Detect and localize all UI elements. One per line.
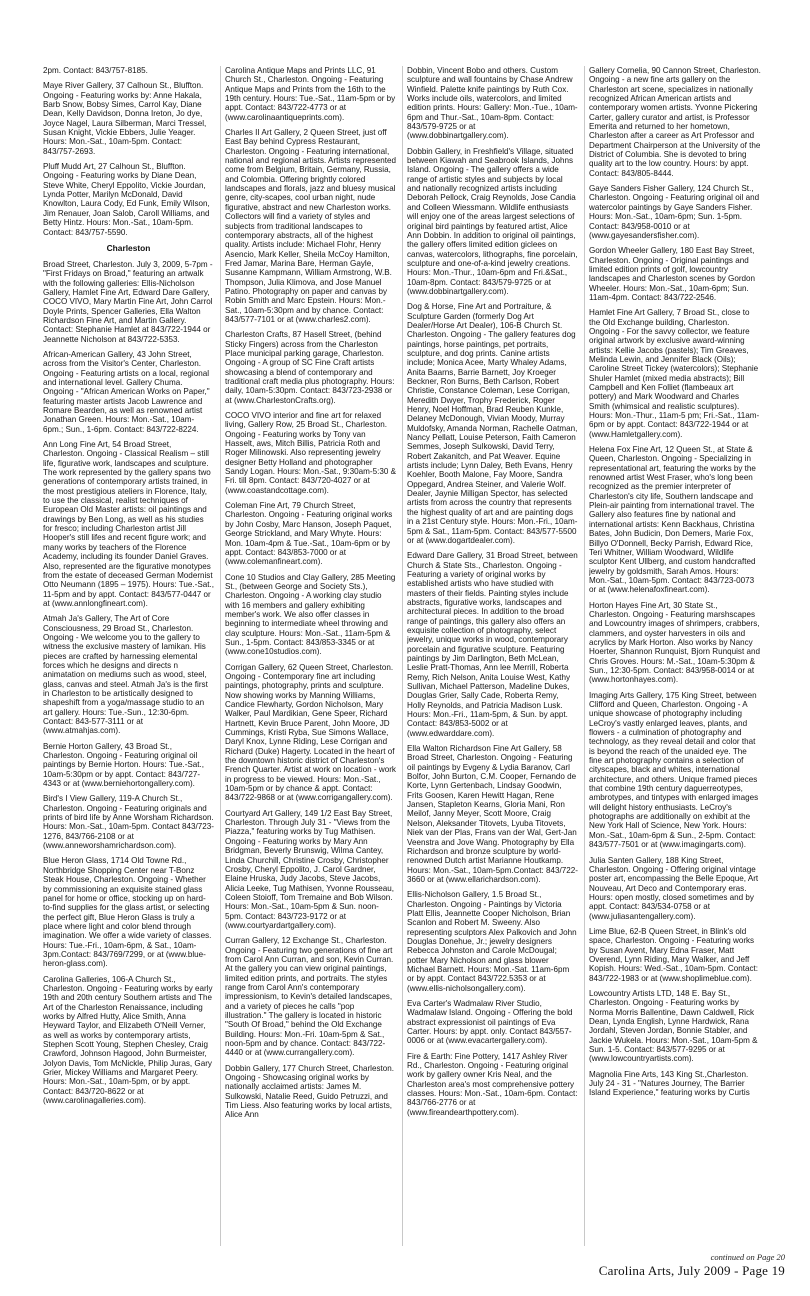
gallery-listing: Dog & Horse, Fine Art and Portraiture, & Sculpture Garden (formerly Dog Art Dealer/Horse Art Dealer), 106-B Church St. Charleston. Ongoing - The gallery features dog paintings, horse paintings, pet portraits, sculpture, and dog prints. Canine artists include; Monica Acee, Marty Whaley Adams, Anita Baarns, Barrie Barnett, Joy Kroeger Beckner, Ron Burns, Beth Carlson, Robert Christie, Constance Coleman, Lese Corrigan, Meredith Dwyer, Trophy Frederick, Roger Henry, Noel Hoffman, Brad Reuben Kunkle, Delaney McDonough, Vivian Moody, Murray Muldofsky, Amanda Norman, Rachelle Oatman, Nancy Pellatt, Louise Peterson, Faith Cameron Semmes, Joseph Sulkowski, David Terry, Robert Zakanitch, and Pat Weaver. Equine artists include; Lynn Daley, Beth Evans, Henry Koehler, Booth Malone, Fay Moore, Sandra Oppegard, Andrea Steiner, and Valerie Wolf. Dealer, Jaynie Milligan Spector, has selected artists from across the country that represents the highest quality of art and are painting dogs in a 21st Century style. Hours: Mon.-Fri., 10am-5pm & Sat., 11am-5pm. Contact: 843/577-5500 or at (www.dogartdealer.com). bbox=[407, 302, 578, 545]
gallery-listing: Fire & Earth: Fine Pottery, 1417 Ashley River Rd., Charleston. Ongoing - Featuring original work by gallery owner Kris Neal, and the Charleston area's most comprehensive pottery classes. Hours: Mon.-Sat., 10am-6pm. Contact: 843/766-2776 or at (www.fireandearthpottery.com). bbox=[407, 1051, 578, 1117]
page-footer: Carolina Arts, July 2009 - Page 19 bbox=[598, 1263, 785, 1278]
gallery-listing: Ella Walton Richardson Fine Art Gallery, 58 Broad Street, Charleston. Ongoing - Featuring oil paintings by Evgeny & Lydia Baranov, Carl Bolfor, John Burton, C.M. Cooper, Fernando de Korte, Lynn Gertenbach, Lindsay Goodwin, Frits Goosen, Karen Hewitt Hagan, Rene Jansen, Stapleton Kearns, Gloria Mani, Ron Meilof, Janny Meyer, Scott Moore, Craig Nelson, Aleksander Titovets, Lyuba Titovets, Niek van der Plas, Frans van der Wal, Gert-Jan Veenstra and Jove Wang. Photography by Ella Richardson and bronze sculpture by world-renowned Dutch artist Marianne Houtkamp. Hours: Mon.-Sat., 10am-5pm.Contact: 843/722-3660 or at (www.ellarichardson.com). bbox=[407, 744, 578, 884]
gallery-listing: Eva Carter's Wadmalaw River Studio, Wadmalaw Island. Ongoing - Offering the bold abstract expressionist oil paintings of Eva Carter. Hours: by appt. only. Contact 843/557-0006 or at (www.evacartergallery.com). bbox=[407, 999, 573, 1046]
gallery-listing: Ellis-Nicholson Gallery, 1.5 Broad St., Charleston. Ongoing - Paintings by Victoria Platt Ellis, Jeannette Cooper Nicholson, Brian Scanlon and Robert M. Sweeny. Also representing sculptors Alex Palkovich and John Douglas Donehue, Jr.; jewelry designers Rebecca Johnston and Carole McDougal; potter Mary Nicholson and glass blower Michael Barnett. Hours: Mon.-Sat. 11am-6pm or by appt. Contact 843/722.5353 or at (www.ellis-nicholsongallery.com). bbox=[407, 890, 577, 993]
gallery-listing: Gallery Cornelia, 90 Cannon Street, Charleston. Ongoing - a new fine arts gallery on the Charleston art scene, specializes in nationally recognized African American artists and contemporary women artists. Yvonne Pickering Carter, gallery curator and artist, is Professor Emerita and returned to her hometown, Charleston after a career as Art Professor and Department Chairperson at the University of the District of Columbia. She is devoted to bring quality art to the low country. Hours: by appt. Contact: 843/805-8444. bbox=[589, 66, 761, 178]
gallery-listing: Blue Heron Glass, 1714 Old Towne Rd., Northbridge Shopping Center near T-Bonz Steak House, Charleston. Ongoing - Whether by commissioning an exquisite stained glass panel for home or office, stocking up on hard-to-find supplies for the glass artist, or selecting the perfect gift, Blue Heron Glass is truly a place where light and color blend through imagination. We offer a wide variety of classes. Hours: Tue.-Fri., 10am-6pm, & Sat., 10am-3pm.Contact: 843/769/7299, or at (www.blue-heron-glass.com). bbox=[43, 856, 212, 969]
newspaper-page bbox=[43, 66, 785, 1278]
gallery-listing: Corrigan Gallery, 62 Queen Street, Charleston. Ongoing - Contemporary fine art including paintings, photography, prints and sculpture. Now showing works by Manning Williams, Candice Flewharty, Gordon Nicholson, Mary Walker, Paul Mardikian, Gene Speer, Richard Hartnett, Kevin Bruce Parent, John Moore, JD Cummings, Kristi Ryba, Sue Simons Wallace, Daryl Knox, Lynne Riding, Lese Corrigan and Richard (Duke) Hagerty. Located in the heart of the downtown historic district of Charleston's French Quarter. Artist at work on location - work in progress to be viewed. Hours: Mon.-Sat., 10am-5pm or by chance & appt. Contact: 843/722-9868 or at (www.corrigangallery.com). bbox=[225, 662, 396, 803]
gallery-listing: Dobbin Gallery, in Freshfield's Village, situated between Kiawah and Seabrook Islands, Johns Island. Ongoing - The gallery offers a wide range of artistic styles and subjects by local and nationally recognized artists including Deborah Pellock, Craig Reynolds, Jose Candia and Colleen Wiessmann. Wildlife enthusiasts will enjoy one of the areas largest selections of original bird paintings by featured artist, Alice Ann Dobbin. In addition to original oil paintings, the gallery offers limited edition giclees on canvas, watercolors, lithographs, fine porcelain, sculpture and one-of-a-kind jewelry creations. Hours: Mon.-Thur., 10am-6pm and Fri.&Sat., 10am-8pm. Contact: 843/579-9725 or at (www.dobbinartgallery.com). bbox=[407, 146, 578, 296]
gallery-listing: Coleman Fine Art, 79 Church Street, Charleston. Ongoing - Featuring original works by John Cosby, Marc Hanson, Joseph Paquet, George Strickland, and Mary Whyte. Hours: Mon. 10am-4pm & Tue.-Sat., 10am-6pm or by appt. Contact: 843/853-7000 or at (www.colemanfineart.com). bbox=[225, 501, 393, 567]
gallery-listing: Broad Street, Charleston. July 3, 2009, 5-7pm - "First Fridays on Broad," featuring an artwalk with the following galleries: Ellis-Nicholson Gallery, Hamlet Fine Art, Edward Dare Gallery, COCO VIVO, Mary Martin Fine Art, John Carrol Doyle Prints, Spencer Galleries, Ella Walton Richardson Fine Art, and Martin Gallery. Contact: Stephanie Hamlet at 843/722-1944 or Jeannette Nicholson at 843/722-5353. bbox=[43, 259, 213, 344]
gallery-listing: Ann Long Fine Art, 54 Broad Street, Charleston. Ongoing - Classical Realism – still life, figurative work, landscapes and sculpture. The work represented by the gallery spans two generations of contemporary artists trained, in the most prestigious ateliers in Florence, Italy, to use the classical, realist techniques of European Old Master artists: oil paintings and drawings by Ben Long, as well as his studies for fresco; including Charleston artist Jill Hooper's still lifes and recent figure work; and many works by teachers of the Florence Academy, including its founder Daniel Graves. Also, represented are the figurative monotypes from the estate of deceased German Modernist Otto Neumann (1895 – 1975). Hours: Tue.-Sat., 11-5pm and by appt. Contact: 843/577-0447 or at (www.annlongfineart.com). bbox=[43, 440, 214, 608]
continued-note: continued on Page 20 bbox=[710, 1252, 785, 1262]
gallery-listing: Dobbin, Vincent Bobo and others. Custom sculpture and wall fountains by Chase Andrew Winfield. Palette knife paintings by Ruth Cox. Works include oils, watercolors, and limited edition prints. Hours: Gallery: Mon.-Tue., 10am-6pm and Thur.-Sat., 10am-8pm. Contact: 843/579-9725 or at (www.dobbinartgallery.com). bbox=[407, 66, 578, 141]
section-heading: Charleston bbox=[106, 242, 151, 253]
column-3 bbox=[407, 66, 585, 1246]
gallery-listing: Carolina Galleries, 106-A Church St., Charleston. Ongoing - Featuring works by early 19th and 20th century Southern artists and The Art of the Charleston Renaissance, including works by Alfred Hutty, Alice Smith, Anna Heyward Taylor, and Elizabeth O'Neill Verner, as well as works by contemporary artists, Stephen Scott Young, Stephen Chesley, Craig Crawford, Johnson Hagood, John Burmeister, Jolyon Davis, Tom McNickle, Philip Juras, Gary Grier, Mickey Williams and Margaret Peery. Hours: Mon.-Sat., 10am-5pm, or by appt. Contact: 843/720-8622 or at (www.carolinagalleries.com). bbox=[43, 974, 213, 1106]
gallery-listing: Lime Blue, 62-B Queen Street, in Blink's old space, Charleston. Ongoing - Featuring works by Susan Avent, Mary Edna Fraser, Matt Overend, Lynn Riding, Mary Walker, and Jeff Kopish. Hours: Wed.-Sat., 10am-5pm. Contact: 843/722-1983 or at (www.shoplimeblue.com). bbox=[589, 926, 758, 983]
gallery-listing: Bird's I View Gallery, 119-A Church St., Charleston. Ongoing - Featuring originals and prints of bird life by Anne Worsham Richardson. Hours: Mon.-Sat., 10am-5pm. Contact 843/723-1276, 843/766-2108 or at (www.anneworshamrichardson.com). bbox=[43, 794, 214, 851]
gallery-listing: Hamlet Fine Art Gallery, 7 Broad St., close to the Old Exchange building, Charleston. Ongoing - For the savvy collector, we feature original artwork by exclusive award-winning artists: Kellie Jacobs (pastels); Tim Greaves, Melinda Lewin, and Jennifer Black (Oils); Caroline Street Tickey (watercolors); Stephanie Shuler Hamlet (mixed media abstracts); Bill Campbell and Ken Folliet (flambeaux art pottery) and Mark Woodward and Charles Smith (whimsical and realistic sculptures). Hours: Mon.-Thur., 11am-5 pm; Fri.-Sat., 11am-6pm or by appt. Contact: 843/722-1944 or at (www.Hamletgallery.com). bbox=[589, 308, 760, 439]
gallery-listing: Helena Fox Fine Art, 12 Queen St., at State & Queen, Charleston. Ongoing - Specializing in representational art, featuring the works by the renowned artist West Fraser, who's long been recognized as the premier interpreter of Charleston's city life, Southern landscape and Plein-air painting from international travel. The Gallery also features fine by national and international artists: Kenn Backhaus, Christina Bates, John Budicin, Don Demers, Marie Fox, Billyo O'Donnell, Becky Parrish, Edward Rice, Teri Whitner, William Woodward, Wildlife sculptor Kent Ullberg, and custom handcrafted jewelry by goldsmith, Sarah Amos. Hours: Mon.-Sat., 10am-5pm. Contact: 843/723-0073 or at (www.helenafoxfineart.com). bbox=[589, 445, 756, 595]
gallery-listing: Charleston Crafts, 87 Hasell Street, (behind Sticky Fingers) across from the Charleston Place municipal parking garage, Charleston. Ongoing - A group of SC Fine Craft artists showcasing a blend of contemporary and traditional craft media plus photography. Hours: daily, 10am-5:30pm. Contact: 843/723-2938 or at (www.CharlestonCrafts.org). bbox=[225, 330, 395, 405]
gallery-listing: Atmah Ja's Gallery, The Art of Core Consciousness, 29 Broad St., Charleston. Ongoing - We welcome you to the gallery to witness the exclusive mastery of Iamikan. His pieces are crafted by harnessing elemental forces which he designs and directs n animatation on mediums such as wood, steel, glass, canvas and steel. Atmah Ja's is the first in Charleston to be artistically designed to shapeshift from a yoga/massage studio to an art gallery. Hours: Tue.-Sun., 12:30-6pm. Contact: 843-577-3111 or at (www.atmahjas.com). bbox=[43, 614, 208, 736]
gallery-listing: Gaye Sanders Fisher Gallery, 124 Church St., Charleston. Ongoing - Featuring original oil and watercolor paintings by Gaye Sanders Fisher. Hours: Mon.-Sat., 10am-6pm; Sun. 1-5pm. Contact: 843/958-0010 or at (www.gayesandersfisher.com). bbox=[589, 184, 760, 240]
listing-columns bbox=[43, 66, 785, 1246]
gallery-listing: Courtyard Art Gallery, 149 1/2 East Bay Street, Charleston. Through July 31 - "Views from the Piazza," featuring works by Tug Mathisen. Ongoing - Featuring works by Mary Ann Bridgman, Beverly Brunswig, Wilma Cantey, Linda Churchill, Christine Crosby, Christopher Crosby, Cheryl Eppolito, J. Carol Gardner, Elaine Hruska, Judy Jacobs, Steve Jacobs, Alicia Leeke, Tug Mathisen, Yvonne Rousseau, Coleen Stoioff, Tom Tremaine and Bob Wilson. Hours: Mon.-Sat., 10am-5pm & Sun. noon-5pm. Contact: 843/723-9172 or at (www.courtyardartgallery.com). bbox=[225, 808, 395, 930]
gallery-listing: Magnolia Fine Arts, 143 King St.,Charleston. July 24 - 31 - "Natures Journey, The Barrier Island Experience," featuring works by Curtis bbox=[589, 1069, 750, 1098]
gallery-listing: Carolina Antique Maps and Prints LLC, 91 Church St., Charleston. Ongoing - Featuring Antique Maps and Prints from the 16th to the 19th century. Hours: Tue.-Sat., 11am-5pm or by appt. Contact: 843/722-4773 or at (www.carolinaantiqueprints.com). bbox=[225, 66, 396, 122]
gallery-listing: Dobbin Gallery, 177 Church Street, Charleston. Ongoing - Showcasing original works by nationally acclaimed artists: James M. Sulkowski, Natalie Reed, Guido Petruzzi, and Tim Liess. Also featuring works by local artists, Alice Ann bbox=[225, 1063, 395, 1120]
gallery-listing: Edward Dare Gallery, 31 Broad Street, between Church & State Sts., Charleston. Ongoing - Featuring a variety of original works by established artists who have studied with masters of their fields. Painting styles include abstracts, figurative works, landscapes and architectural pieces. In addition to the broad range of paintings, this gallery also offers an exquisite collection of photography, select jewelry, unique works in wood, contemporary porcelain and figurative sculpture. Featuring paintings by Jim Darlington, Beth McLean, Leslie Pratt-Thomas, Ann lee Merrill, Roberta Remy, Rich Nelson, Anita Louise West, Kathy Sullivan, Michael Patterson, Madeline Dukes, Douglas Grier, Sally Cade, Roberta Remy, Holly Reynolds, and Patricia Madison Lusk. Hours: Mon.-Fri., 11am-5pm, & Sun. by appt. Contact: 843/853-5002 or at (www.edwarddare.com). bbox=[407, 551, 578, 738]
gallery-listing: Bernie Horton Gallery, 43 Broad St., Charleston. Ongoing - Featuring original oil paintings by Bernie Horton. Hours: Tue.-Sat., 10am-5:30pm or by appt. Contact: 843/727-4343 or at (www.berniehortongallery.com). bbox=[43, 741, 205, 789]
gallery-listing: Maye River Gallery, 37 Calhoun St., Bluffton. Ongoing - Featuring works by: Anne Hakala, Barb Snow, Bobsy Simes, Carrol Kay, Diane Dean, Kelly Davidson, Donna Ireton, Jo dye, Joyce Nagel, Laura Silberman, Marci Tressel, Susan Knight, Vickie Ebbers, Julie Yeager. Hours: Mon.-Sat., 10am-5pm. Contact: 843/757-2693. bbox=[43, 81, 207, 156]
gallery-listing: African-American Gallery, 43 John Street, across from the Visitor's Center, Charleston. Ongoing - Featuring artists on a local, regional and international level. Gallery Chuma. Ongoing - "African American Works on Paper," featuring master artists Jacob Lawrence and Romare Bearden, as well as renowned artist Jonathan Green. Hours: Mon.-Sat., 10am-6pm.; Sun., 1-6pm. Contact: 843/722-8224. bbox=[43, 349, 210, 434]
gallery-listing: 2pm. Contact: 843/757-8185. bbox=[43, 66, 148, 75]
gallery-listing: Gordon Wheeler Gallery, 180 East Bay Street, Charleston. Ongoing - Original paintings and limited edition prints of golf, lowcountry landscapes and Charleston scenes by Gordon Wheeler. Hours: Mon.-Sat., 10am-6pm; Sun. 11am-4pm. Contact: 843/722-2546. bbox=[589, 246, 756, 302]
gallery-listing: Imaging Arts Gallery, 175 King Street, between Clifford and Queen, Charleston. Ongoing - A unique showcase of photography including LeCroy's vastly enlarged leaves, plants, and flowers - a culmination of photography and technology, as they reveal detail and color that is beyond the reach of the unaided eye. The fine art photography contains a selection of cityscapes, black and whites, international architecture, and others. Unique framed pieces that combine 19th century daguerreotypes, ambrotypes, and tintypes with enlarged images will delight history enthusiasts. LeCroy's photographs are additionally on exhibit at the New York Hall of Science, New York. Hours: Mon.-Sat., 10am-6pm & Sun., 2-5pm. Contact: 843/577-7501 or at (www.imagingarts.com). bbox=[589, 690, 759, 850]
gallery-listing: Cone 10 Studios and Clay Gallery, 285 Meeting St., (between George and Society Sts.), Charleston. Ongoing - A working clay studio with 16 members and gallery exhibiting member's work. We also offer classes in beginning to intermediate wheel throwing and clay sculpture. Hours: Mon.-Sat., 11am-5pm & Sun., 1-5pm. Contact: 843/853-3345 or at (www.cone10studios.com). bbox=[225, 572, 396, 657]
gallery-listing: Pluff Mudd Art, 27 Calhoun St., Bluffton. Ongoing - Featuring works by Diane Dean, Steve White, Cheryl Eppolito, Vickie Jourdan, Lynda Potter, Marilyn McDonald, David Knowlton, Laura Cody, Ed Funk, Emily Wilson, Jim Renauer, Joan Salob, Caroll Williams, and Betty Hintz. Hours: Mon.-Sat., 10am-5pm. Contact: 843/757-5590. bbox=[43, 162, 210, 237]
column-4 bbox=[589, 66, 767, 1246]
column-2 bbox=[225, 66, 403, 1246]
gallery-listing: Curran Gallery, 12 Exchange St., Charleston. Ongoing - Featuring two generations of fine art from Carol Ann Curran, and son, Kevin Curran. At the gallery you can view original paintings, limited edition prints, and portraits. The styles range from Carol Ann's contemporary impressionism, to Kevin's detailed landscapes, and a variety of pieces he calls "pop illustration." The gallery is located in historic "South Of Broad," behind the Old Exchange Building. Hours: Mon.-Fri. 10am-5pm & Sat., noon-5pm and by chance. Contact: 843/722-4440 or at (www.currangallery.com). bbox=[225, 936, 394, 1058]
gallery-listing: Charles II Art Gallery, 2 Queen Street, just off East Bay behind Cypress Restaurant, Charleston. Ongoing - Featuring international, national and regional artists. Artists represented come from Belgium, Britain, Germany, Russia, and Colombia. Offering brightly colored landscapes and florals, jazz and bluesy musical genre, city-scapes, cool urban night, nude figurative, abstract and new Charleston works. Collectors will find a variety of styles and subjects from traditional landscapes to contemporary abstracts, all of the highest quality. Artists include: Michael Flohr, Henry Asencio, Mark Keller, Sheila McCoy Hamilton, Fred Jamar, Marina Bare, Herman Gayle, Susanne Kampmann, William Armstrong, W.B. Thompson, Julia Klimova, and Jose Manuel Patino. Photography on paper and canvas by Robin Smith and Marc Epstein. Hours: Mon.-Sat., 10am-5:30pm and by chance. Contact: 843/577-7101 or at (www.charles2.com). bbox=[225, 128, 396, 324]
gallery-listing: Horton Hayes Fine Art, 30 State St., Charleston. Ongoing - Featuring marshscapes and Lowcountry images of shrimpers, crabbers, clammers, and oyster harvesters in oils and acrylics by Mark Horton. Also works by Nancy Hoerter, Shannon Runquist, Bjorn Runquist and Chris Groves. Hours: M.-Sat., 10am-5:30pm & Sun., 12:30-5pm. Contact: 843/958-0014 or at (www.hortonhayes.com). bbox=[589, 600, 760, 685]
column-1 bbox=[43, 66, 221, 1246]
gallery-listing: Lowcountry Artists LTD, 148 E. Bay St., Charleston. Ongoing - Featuring works by Norma Morris Ballentine, Dawn Caldwell, Rick Dean, Lynda English, Lynne Hardwick, Rana Jordahl, Steven Jordan, Bonnie Stabler, and Jackie Wukela. Hours: Mon.-Sat., 10am-5pm & Sun. 1-5. Contact: 843/577-9295 or at (www.lowcountryartists.com). bbox=[589, 988, 758, 1064]
gallery-listing: COCO VIVO interior and fine art for relaxed living, Gallery Row, 25 Broad St., Charleston. Ongoing - Featuring works by Tony van Hasselt, aws, Mitch Billis, Patricia Roth and Roger Milinowski. Also representing jewelry designer Betty Holland and photographer Sandy Logan. Hours: Mon.-Sat., 9:30am-5:30 & Fri. till 8pm. Contact: 843/720-4027 or at (www.coastandcottage.com). bbox=[225, 411, 396, 495]
gallery-listing: Julia Santen Gallery, 188 King Street, Charleston. Ongoing - Offering original vintage poster art, encompassing the Belle Epoque, Art Nouveau, Art Deco and Contemporary eras. Hours: open mostly, closed sometimes and by appt. Contact: 843/534-0758 or at (www.juliasantengallery.com). bbox=[589, 855, 759, 921]
